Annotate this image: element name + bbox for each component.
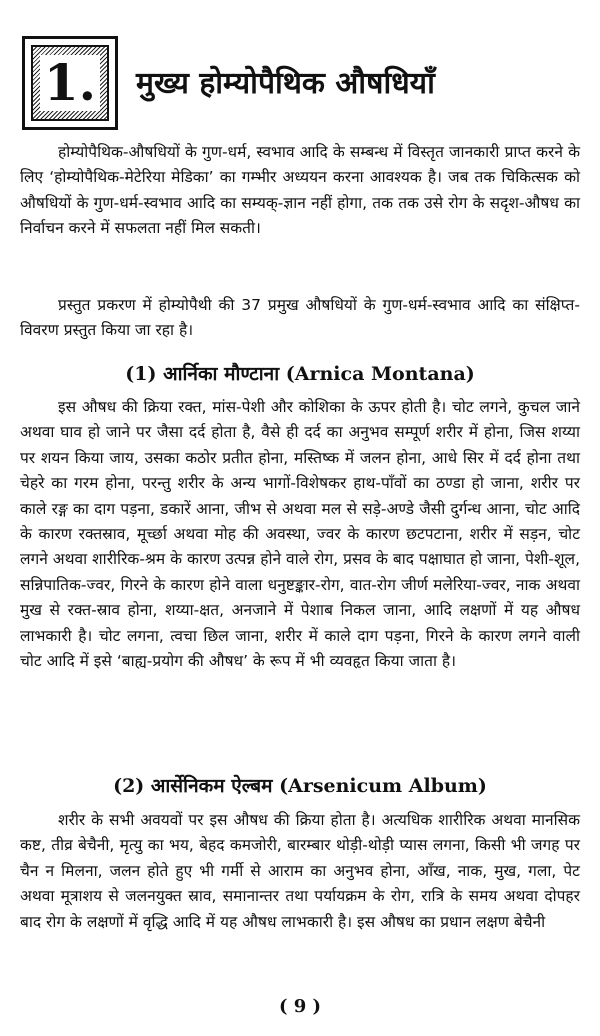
intro-paragraph-2: प्रस्तुत प्रकरण में होम्योपैथी की 37 प्रमुख औषधियों के गुण-धर्म-स्वभाव आदि का संक्षिप्त-विवरण प्रस्तुत किया जा रहा है।: [20, 296, 580, 340]
section-heading-arsenicum: (2) आर्सेनिकम ऐल्बम (Arsenicum Album): [113, 775, 487, 797]
chapter-number-hatched-frame: [31, 45, 109, 121]
intro-paragraph-1: होम्योपैथिक-औषधियों के गुण-धर्म, स्वभाव आदि के सम्बन्ध में विस्तृत जानकारी प्राप्त करने के लिए ‘होम्योपैथिक-मेटेरिया मेडिका’ का गम्भीर अध्ययन करना आवश्यक है। जब तक चिकित्सक को औषधियों के गुण-धर्म-स्वभाव आदि का सम्यक्-ज्ञान नहीं होगा, तक तक उसे रोग के सदृश-औषध का निर्वाचन करने में सफलता नहीं मिल सकती।: [20, 143, 580, 238]
section-body-arsenicum: शरीर के सभी अवयवों पर इस औषध की क्रिया होता है। अत्यधिक शारीरिक अथवा मानसिक कष्ट, तीव्र बेचैनी, मृत्यु का भय, बेहद कमजोरी, बारम्बार थोड़ी-थोड़ी प्यास लगना, किसी भी जगह पर चैन न मिलना, जलन होते हुए भी गर्मी से आराम का अनुभव होना, आँख, नाक, मुख, गला, पेट अथवा मूत्राशय से जलनयुक्त स्राव, समानान्तर तथा पर्यायक्रम के रोग, रात्रि के समय अथवा दोपहर बाद रोग के लक्षणों में वृद्धि आदि में यह औषध लाभकारी है। इस औषध का प्रधान लक्षण बेचैनी: [20, 811, 580, 931]
section-body-arnica: इस औषध की क्रिया रक्त, मांस-पेशी और कोशिका के ऊपर होती है। चोट लगने, कुचल जाने अथवा घाव हो जाने पर जैसा दर्द होता है, वैसे ही दर्द का अनुभव सम्पूर्ण शरीर में होना, जिस शय्या पर शयन किया जाय, उसका कठोर प्रतीत होना, मस्तिष्क में जलन होना, आधे सिर में दर्द होना तथा चेहरे का गरम होना, परन्तु शरीर के अन्य भागों-विशेषकर हाथ-पाँवों का ठण्डा हो जाना, शरीर पर काले रङ्ग का दाग पड़ना, डकारें आना, जीभ से अथवा मल से सड़े-अण्डे जैसी दुर्गन्ध आना, चोट आदि के कारण रक्तस्राव, मूर्च्छा अथवा मोह की अवस्था, ज्वर के कारण छटपटाना, शरीर में सड़न, चोट लगने अथवा शारीरिक-श्रम के कारण उत्पन्न होने वाले रोग, प्रसव के बाद पक्षाघात हो जाना, पेशी-शूल, सन्निपातिक-ज्वर, गिरने के कारण होने वाला धनुष्टङ्कार-रोग, वात-रोग जीर्ण मलेरिया-ज्वर, नाक अथवा मुख से रक्त-स्राव होना, शय्या-क्षत, अनजाने में पेशाब निकल जाना, आदि लक्षणों में यह औषध लाभकारी है। चोट लगना, त्वचा छिल जाना, शरीर में काले दाग पड़ना, गिरने के कारण लगने वाली चोट आदि में इसे ‘बाह्य-प्रयोग की औषध’ के रूप में भी व्यवहृत किया जाता है।: [20, 398, 580, 671]
page-number: ( 9 ): [278, 996, 322, 1017]
chapter-title: मुख्य होम्योपैथिक औषधियाँ: [136, 66, 435, 101]
chapter-number: 1.: [40, 55, 100, 111]
section-heading-arnica: (1) आर्निका मौण्टाना (Arnica Montana): [125, 363, 475, 385]
chapter-number-box: [22, 36, 118, 130]
